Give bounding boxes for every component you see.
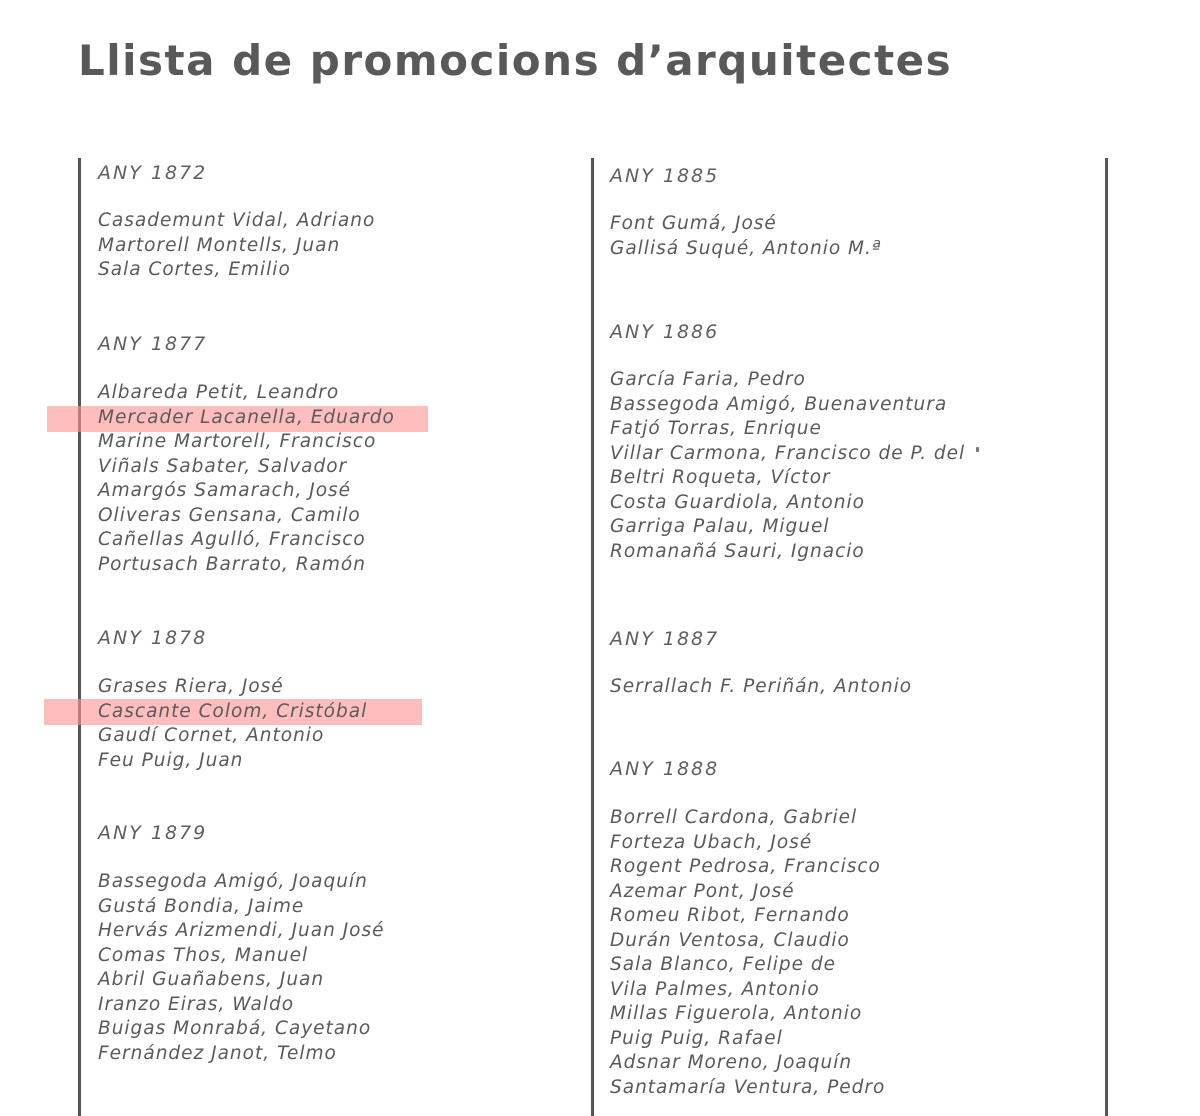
list-item: Mercader Lacanella, Eduardo [98, 406, 395, 428]
list-item: Rogent Pedrosa, Francisco [610, 856, 881, 877]
list-item: Amargós Samarach, José [98, 480, 352, 501]
list-item: Forteza Ubach, José [610, 831, 813, 853]
list-item: Sala Cortes, Emilio [98, 259, 291, 280]
list-item: Durán Ventosa, Claudio [610, 929, 850, 951]
center-column-rule [591, 158, 594, 1116]
list-item: Romanañá Sauri, Ignacio [610, 540, 865, 562]
list-item: Portusach Barrato, Ramón [98, 553, 366, 575]
list-item: García Faria, Pedro [610, 369, 806, 390]
list-item: Grases Riera, José [98, 676, 284, 697]
name-list [610, 675, 912, 700]
list-item: Villar Carmona, Francisco de P. del [610, 442, 966, 464]
list-item: Adsnar Moreno, Joaquín [610, 1052, 853, 1073]
year-heading: ANY 1886 [610, 321, 720, 343]
list-item: Bassegoda Amigó, Joaquín [98, 871, 368, 892]
list-item: Gallisá Suqué, Antonio M.ª [610, 237, 882, 259]
name-list [610, 212, 882, 261]
list-item: Cañellas Agulló, Francisco [98, 529, 366, 550]
year-heading: ANY 1877 [98, 333, 208, 355]
list-item: Puig Puig, Rafael [610, 1027, 783, 1049]
list-item: Marine Martorell, Francisco [98, 431, 377, 452]
name-list [98, 209, 375, 283]
list-item: Oliveras Gensana, Camilo [98, 504, 361, 526]
list-item: Casademunt Vidal, Adriano [98, 210, 376, 231]
list-item: Gustá Bondia, Jaime [98, 895, 305, 917]
list-item: Beltri Roqueta, Víctor [610, 467, 831, 488]
name-list [610, 368, 965, 564]
year-heading: ANY 1888 [610, 758, 720, 780]
list-item: Abril Guañabens, Juan [98, 969, 325, 990]
right-column-rule [1105, 158, 1108, 1116]
list-item: Fatjó Torras, Enrique [610, 418, 822, 439]
year-heading: ANY 1885 [610, 165, 720, 187]
list-item: Azemar Pont, José [610, 880, 795, 902]
year-heading: ANY 1872 [98, 162, 208, 184]
list-item: Buigas Monrabá, Cayetano [98, 1018, 372, 1039]
list-item: Iranzo Eiras, Waldo [98, 993, 295, 1015]
year-heading: ANY 1887 [610, 628, 720, 650]
name-list [610, 806, 885, 1100]
list-item: Albareda Petit, Leandro [98, 382, 340, 403]
name-list [98, 675, 367, 773]
list-item: Hervás Arizmendi, Juan José [98, 920, 385, 941]
list-item: Borrell Cardona, Gabriel [610, 807, 858, 828]
list-item: Comas Thos, Manuel [98, 944, 309, 966]
list-item: Martorell Montells, Juan [98, 234, 341, 256]
list-item: Millas Figuerola, Antonio [610, 1003, 863, 1024]
list-item: Viñals Sabater, Salvador [98, 455, 348, 477]
print-speck [976, 447, 979, 452]
list-item: Gaudí Cornet, Antonio [98, 725, 325, 746]
page-title: Llista de promocions d’arquitectes [78, 36, 953, 85]
list-item: Cascante Colom, Cristóbal [98, 700, 368, 722]
list-item: Vila Palmes, Antonio [610, 978, 820, 1000]
list-item: Fernández Janot, Telmo [98, 1042, 337, 1064]
list-item: Garriga Palau, Miguel [610, 516, 830, 537]
list-item: Serrallach F. Periñán, Antonio [610, 676, 913, 697]
list-item: Font Gumá, José [610, 213, 777, 234]
list-item: Santamaría Ventura, Pedro [610, 1076, 886, 1098]
left-column-rule [78, 158, 81, 1116]
year-heading: ANY 1878 [98, 627, 208, 649]
list-item: Costa Guardiola, Antonio [610, 491, 865, 513]
list-item: Bassegoda Amigó, Buenaventura [610, 393, 948, 415]
name-list [98, 381, 395, 577]
list-item: Feu Puig, Juan [98, 749, 244, 771]
year-heading: ANY 1879 [98, 822, 208, 844]
list-item: Sala Blanco, Felipe de [610, 954, 837, 975]
name-list [98, 870, 385, 1066]
list-item: Romeu Ribot, Fernando [610, 905, 850, 926]
